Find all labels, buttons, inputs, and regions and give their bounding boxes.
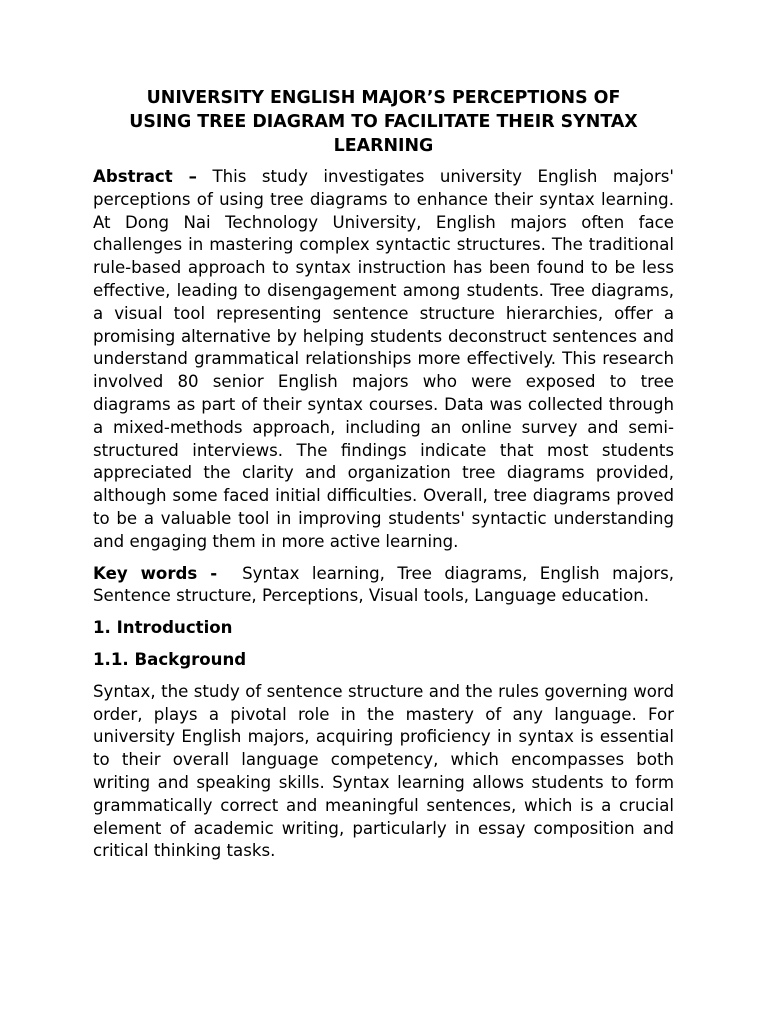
title-line: LEARNING <box>333 136 434 156</box>
body-paragraph: Syntax, the study of sentence structure and the rules governing word order, plays a pivotal role in the mastery of any language. For university English majors, acquiring proficiency in syntax is essential to their overall language competency, which encompasses both writing and speaking skills. Syntax learning allows students to form grammatically correct and meaningful sentences, which is a crucial element of academic writing, particularly in essay composition and critical thinking tasks. <box>93 681 674 861</box>
keywords-paragraph <box>93 563 674 609</box>
subsection-heading: 1.1. Background <box>93 649 247 669</box>
abstract-label: Abstract – <box>93 167 197 186</box>
abstract-paragraph <box>93 166 674 554</box>
section-heading: 1. Introduction <box>93 618 233 638</box>
paper-page <box>93 86 674 863</box>
keywords-text: Syntax learning, Tree diagrams, English majors, Sentence structure, Perceptions, Visual tools, Language education. <box>93 563 674 606</box>
abstract-text: This study investigates university English majors' perceptions of using tree diagrams to enhance their syntax learning. At Dong Nai Technology University, English majors often face challenges in mastering complex syntactic structures. The traditional rule-based approach to syntax instruction has been found to be less effective, leading to disengagement among students. Tree diagrams, a visual tool representing sentence structure hierarchies, offer a promising alternative by helping students deconstruct sentences and understand grammatical relationships more effectively. This research involved 80 senior English majors who were exposed to tree diagrams as part of their syntax courses. Data was collected through a mixed-methods approach, including an online survey and semi-structured interviews. The findings indicate that most students appreciated the clarity and organization tree diagrams provided, although some faced initial difficulties. Overall, tree diagrams proved to be a valuable tool in improving students' syntactic understanding and engaging them in more active learning. <box>93 167 674 551</box>
title-line: USING TREE DIAGRAM TO FACILITATE THEIR SYNTAX <box>129 112 638 132</box>
keywords-label: Key words - <box>93 563 218 583</box>
title-line: UNIVERSITY ENGLISH MAJOR’S PERCEPTIONS OF <box>146 88 621 108</box>
paper-title <box>93 86 674 158</box>
